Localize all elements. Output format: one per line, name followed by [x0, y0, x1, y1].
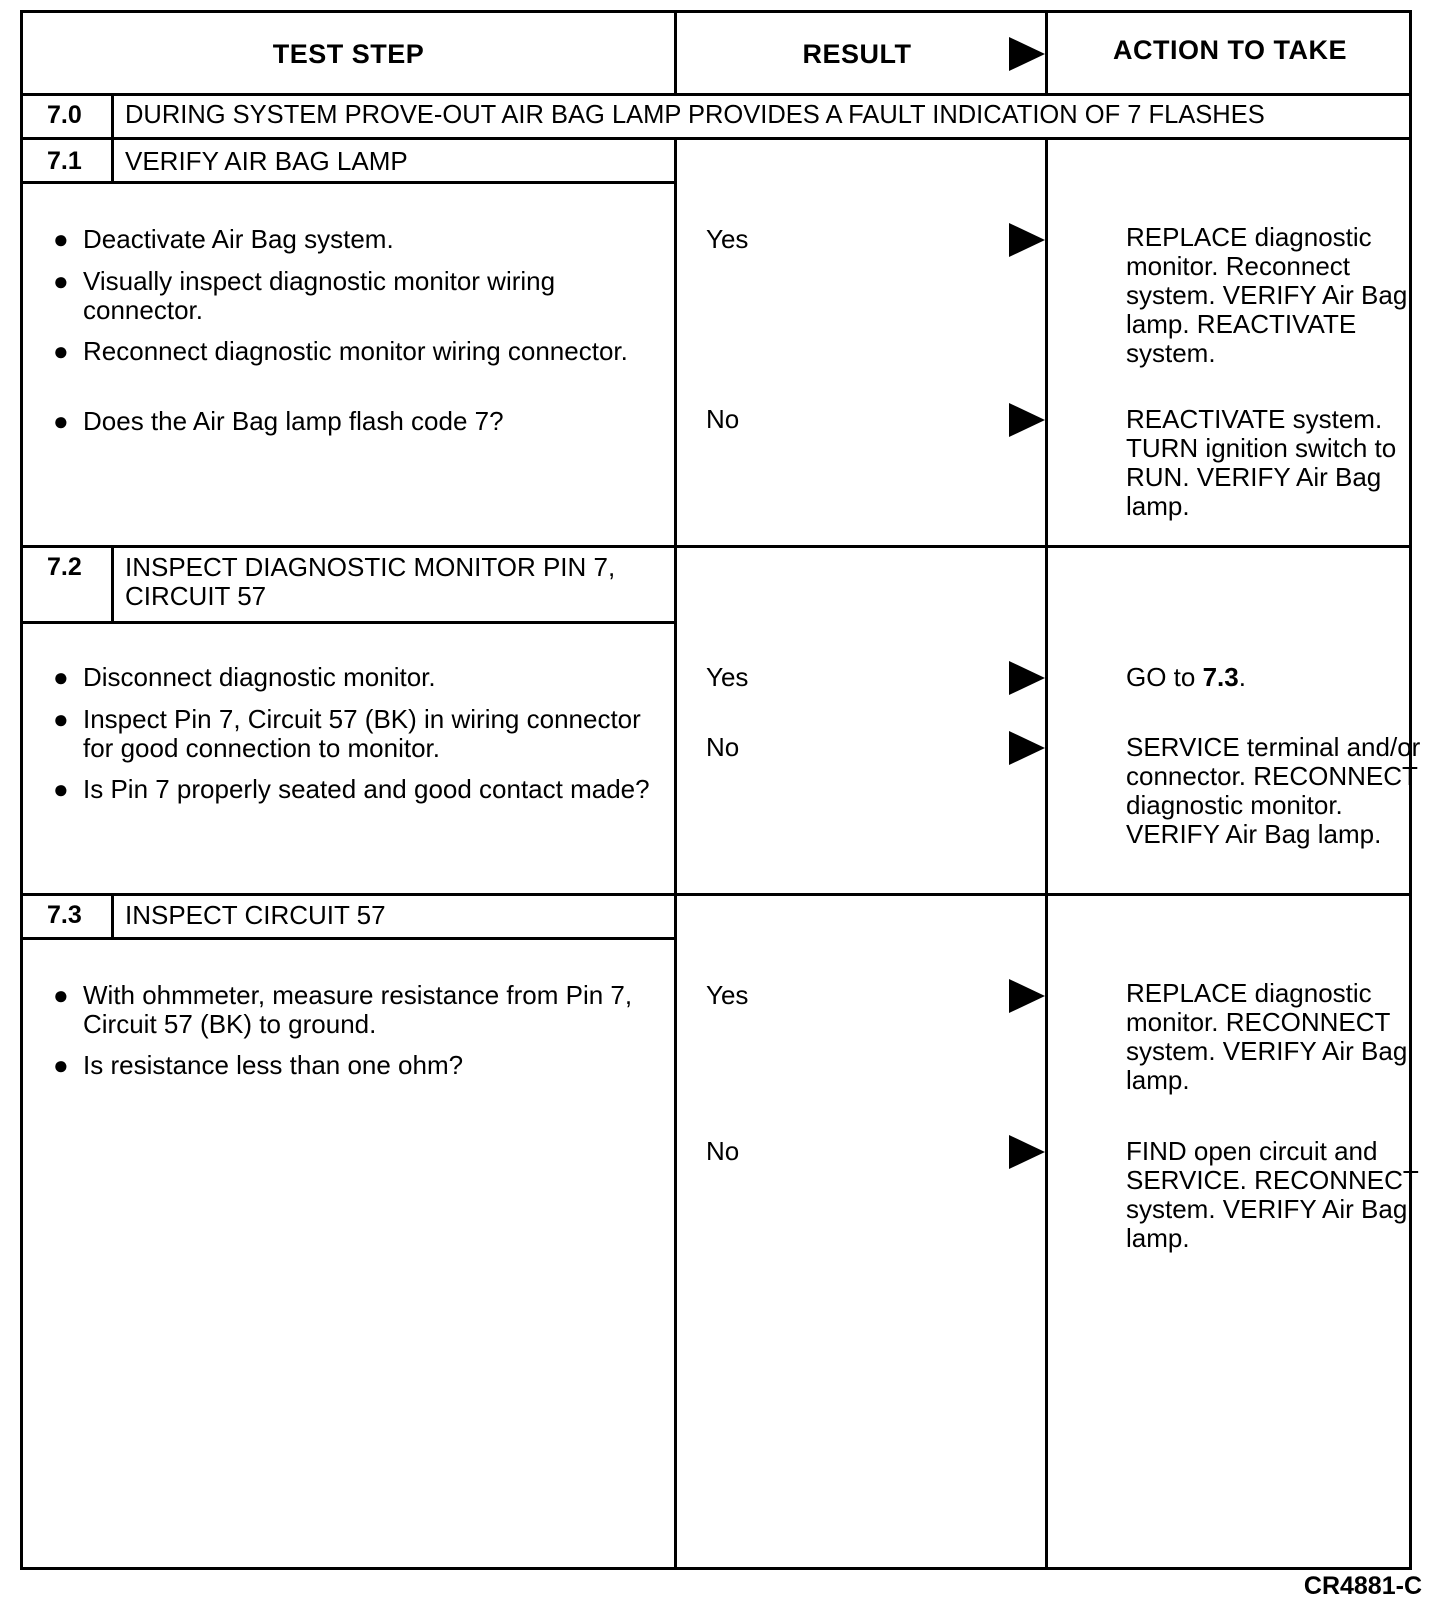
step-7-1-bullet: ● Reconnect diagnostic monitor wiring connector. [53, 336, 628, 366]
step-7-1-no-arrow-icon [1009, 403, 1045, 437]
step-7-3-title-rule [23, 937, 677, 940]
step-7-2-goto-ref: 7.3 [1202, 662, 1239, 692]
column-divider-2-lower [1045, 139, 1048, 1567]
figure-reference: CR4881-C [1303, 1572, 1422, 1600]
step-7-3-title: INSPECT CIRCUIT 57 [125, 900, 386, 930]
step-7-2-bullet: ● Disconnect diagnostic monitor. [53, 662, 436, 692]
step-7-2-title-rule [23, 621, 677, 624]
step-7-3-action-no: FIND open circuit and SERVICE. RECONNECT system. VERIFY Air Bag lamp. [1126, 1136, 1419, 1253]
step-7-2-result-no: No [706, 732, 740, 762]
step-7-2-bullet: ● Inspect Pin 7, Circuit 57 (BK) in wiring connector for good connection to monitor. [53, 704, 641, 763]
step-7-3-action-yes: REPLACE diagnostic monitor. RECONNECT system. VERIFY Air Bag lamp. [1126, 978, 1408, 1095]
step-7-3-yes-arrow-icon [1009, 979, 1045, 1013]
header-test-step: TEST STEP [272, 38, 425, 69]
step-7-3-no-arrow-icon [1009, 1135, 1045, 1169]
step-7-3-result-yes: Yes [706, 980, 749, 1010]
step-7-3-result-no: No [706, 1136, 740, 1166]
step-7-3-bullet: ● With ohmmeter, measure resistance from Pin 7, Circuit 57 (BK) to ground. [53, 980, 633, 1039]
step-7-1-result-no: No [706, 404, 740, 434]
step-7-2-bullet: ● Is Pin 7 properly seated and good contact made? [53, 774, 650, 804]
step-7-2-rule [23, 893, 1409, 896]
header-rule [23, 93, 1409, 96]
step-7-1-result-yes: Yes [706, 224, 749, 254]
step-7-0-divider [111, 93, 114, 139]
step-7-2-yes-arrow-icon [1009, 661, 1045, 695]
step-7-3-number: 7.3 [47, 901, 82, 929]
step-7-2-title: INSPECT DIAGNOSTIC MONITOR PIN 7, CIRCUIT 57 [125, 552, 616, 611]
header-result: RESULT [802, 38, 912, 69]
step-7-1-divider [111, 137, 114, 183]
step-7-3-bullet: ● Is resistance less than one ohm? [53, 1050, 464, 1080]
diagnostic-table [20, 10, 1421, 1570]
step-7-1-bullet: ● Visually inspect diagnostic monitor wiring connector. [53, 266, 556, 325]
step-7-1-bullet: ● Deactivate Air Bag system. [53, 224, 394, 254]
step-7-3-divider [111, 893, 114, 939]
step-7-1-action-no: REACTIVATE system. TURN ignition switch to RUN. VERIFY Air Bag lamp. [1126, 404, 1397, 521]
step-7-1-action-yes: REPLACE diagnostic monitor. Reconnect system. VERIFY Air Bag lamp. REACTIVATE system. [1126, 222, 1408, 368]
step-7-0-title: DURING SYSTEM PROVE-OUT AIR BAG LAMP PROVIDES A FAULT INDICATION OF 7 FLASHES [125, 101, 1265, 129]
step-7-1-number: 7.1 [47, 147, 82, 175]
step-7-1-title: VERIFY AIR BAG LAMP [125, 146, 408, 176]
step-7-1-yes-arrow-icon [1009, 223, 1045, 257]
step-7-1-bullet: ● Does the Air Bag lamp flash code 7? [53, 406, 504, 436]
step-7-1-rule [23, 545, 1409, 548]
step-7-2-number: 7.2 [47, 553, 82, 581]
step-7-2-action-no: SERVICE terminal and/or connector. RECONNECT diagnostic monitor. VERIFY Air Bag lamp. [1126, 732, 1421, 849]
step-7-2-no-arrow-icon [1009, 731, 1045, 765]
step-7-2-action-yes: GO to 7.3. [1126, 662, 1246, 692]
step-7-1-title-rule [23, 181, 677, 184]
column-divider-1-lower [674, 139, 677, 1567]
header-action: ACTION TO TAKE [1113, 34, 1347, 65]
header-arrow-icon [1009, 37, 1045, 71]
step-7-0-number: 7.0 [47, 101, 82, 129]
step-7-2-divider [111, 545, 114, 623]
step-7-2-result-yes: Yes [706, 662, 749, 692]
step-7-0-rule [23, 137, 1409, 140]
